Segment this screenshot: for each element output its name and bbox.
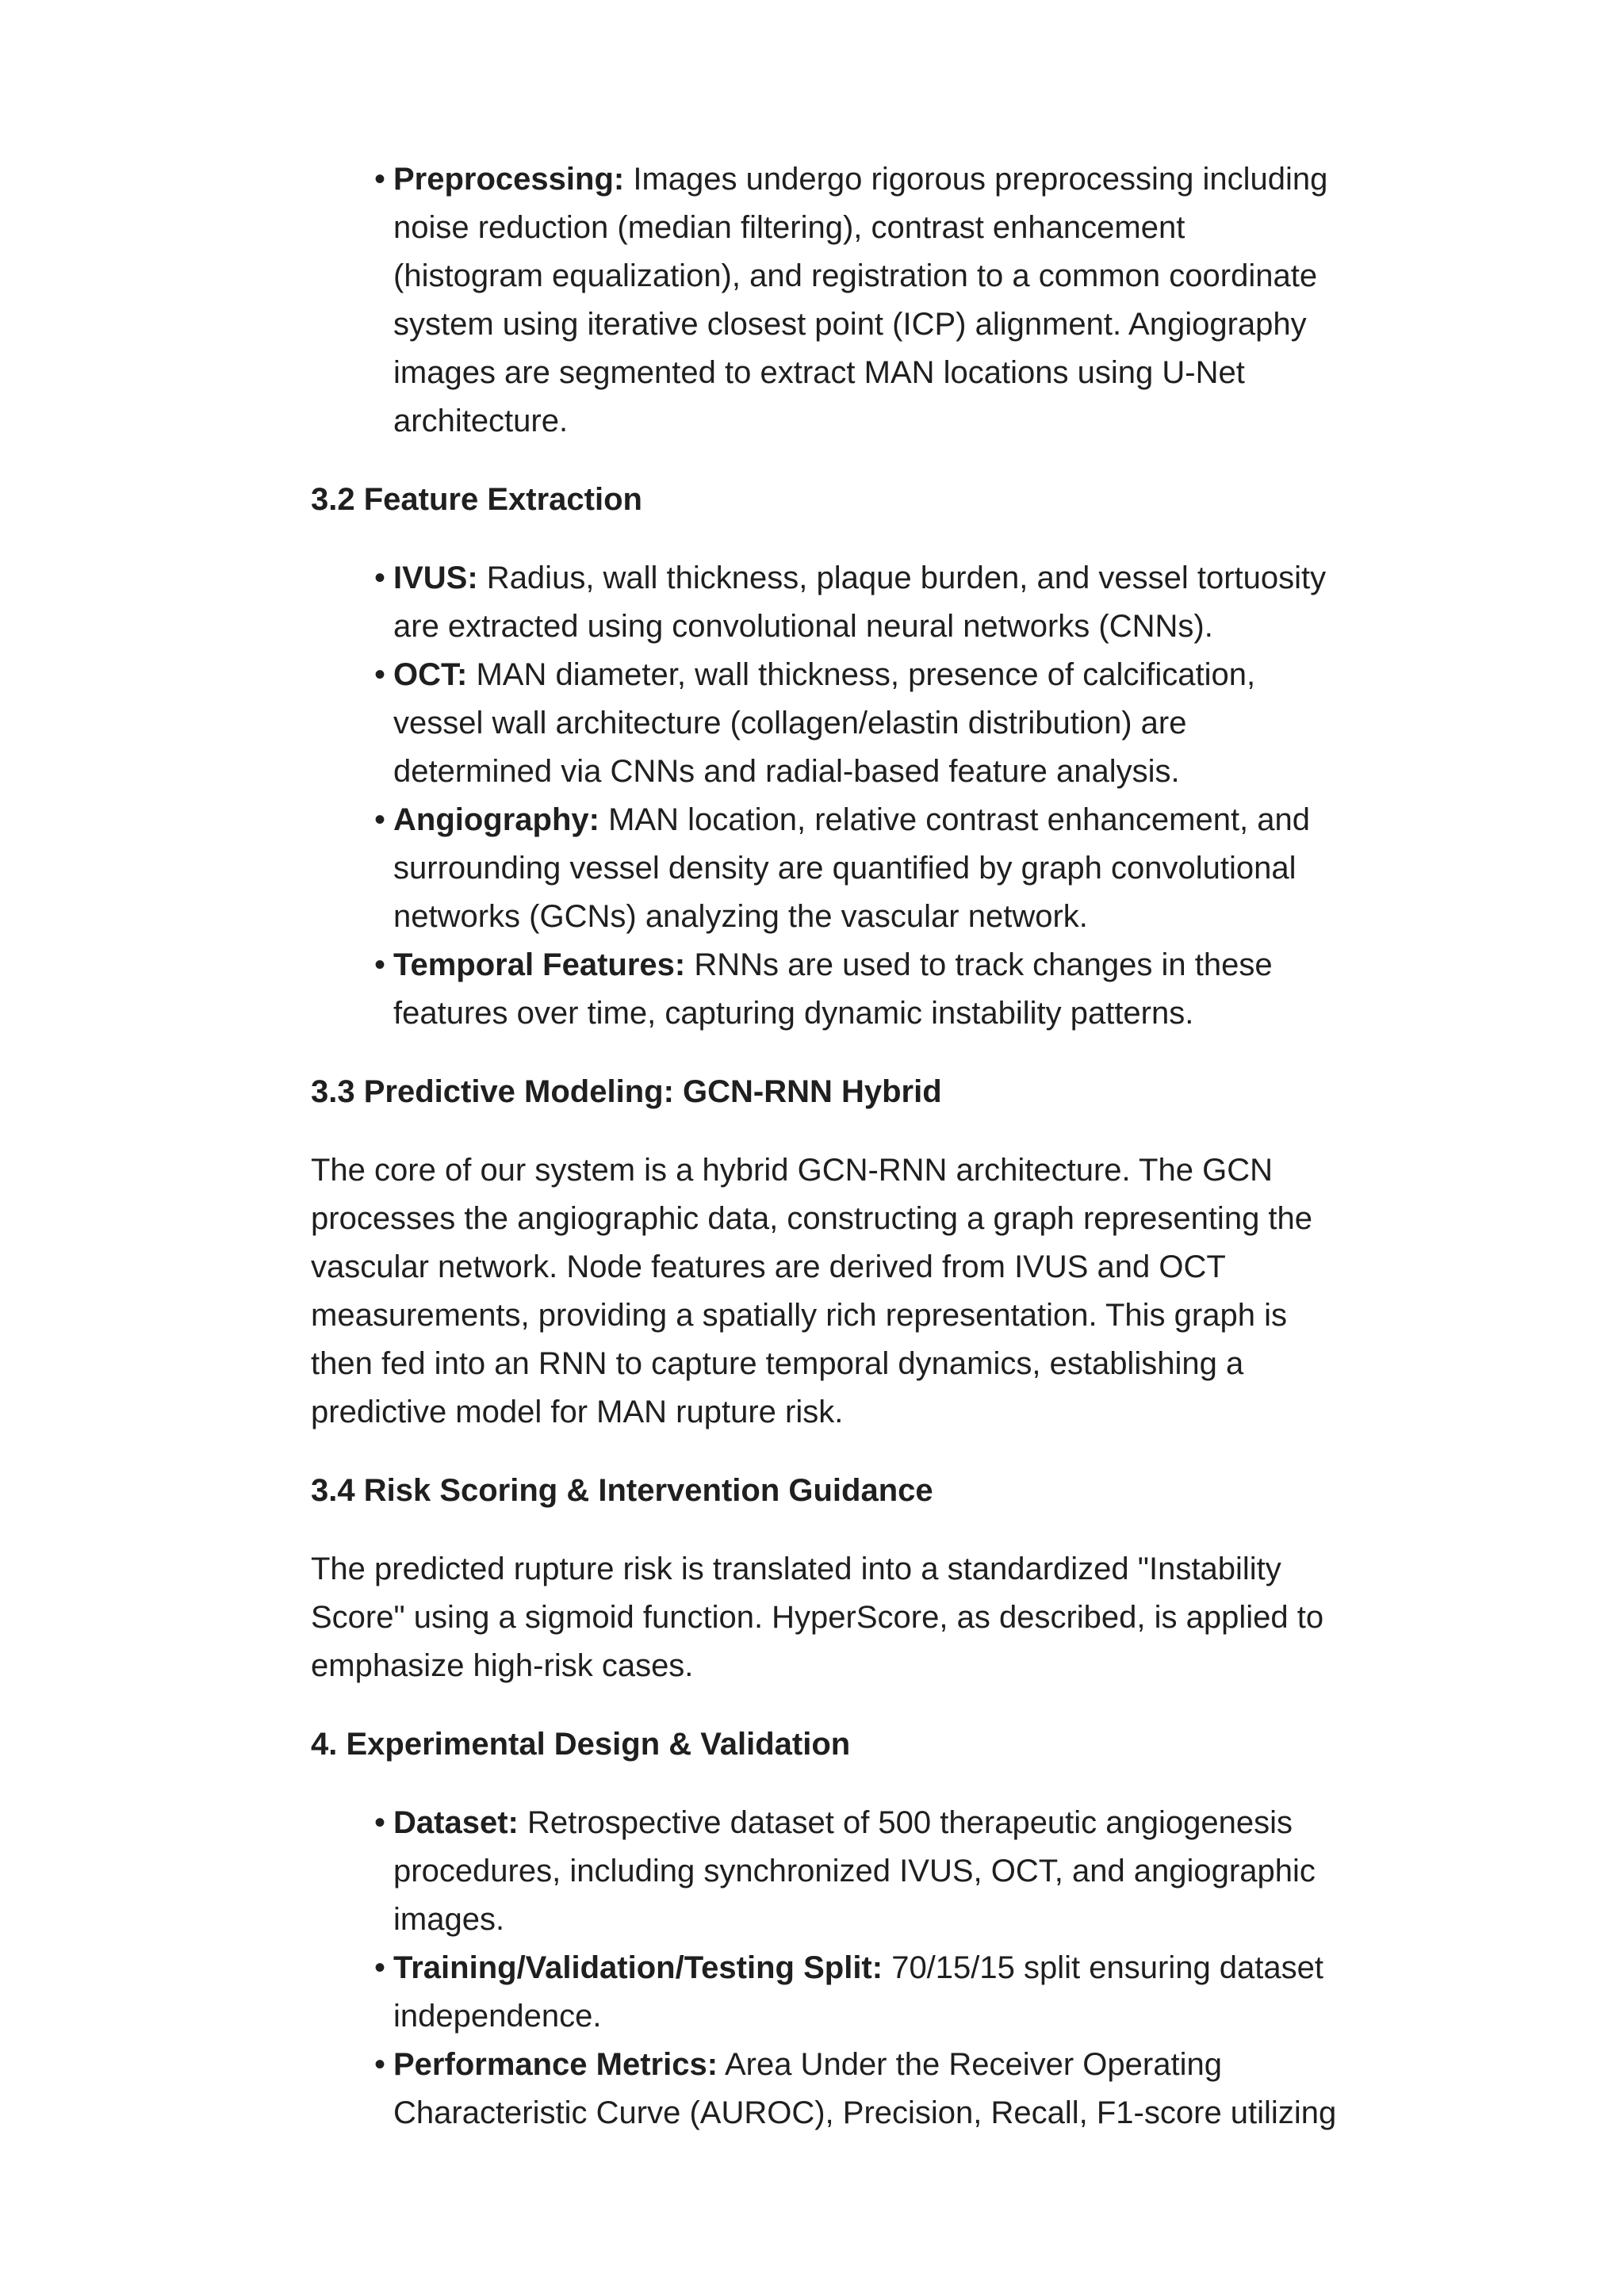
item-text: MAN location, relative contrast enhancement, and surrounding vessel density are quantified by graph convolutional networks (GCNs) analyzing the vascular network. [393,802,1311,934]
item-text: 70/15/15 split ensuring dataset independence. [393,1950,1324,2034]
bullet-icon: • [374,657,386,692]
item-text: Radius, wall thickness, plaque burden, and vessel tortuosity are extracted using convolutional neural networks (CNNs). [393,561,1327,644]
item-term: Preprocessing: [393,162,625,197]
section-heading-4: 4. Experimental Design & Validation [311,1727,851,1762]
paragraph-3-4: The predicted rupture risk is translated into a standardized "Instability Score" using a sigmoid function. HyperScore, as described, is applied to emphasize high-risk cases. [311,1552,1324,1683]
bullet-icon: • [374,2047,386,2082]
list-item [311,941,1342,1038]
item-text: MAN diameter, wall thickness, presence of calcification, vessel wall architecture (collagen/elastin distribution) are determined via CNNs and radial-based feature analysis. [393,657,1256,789]
item-term: IVUS: [393,561,478,595]
bullet-icon: • [374,947,386,982]
list-item [311,2041,1342,2137]
list-item [311,651,1342,796]
list-item [311,796,1342,941]
experimental-design-list [311,1799,1342,2137]
bullet-icon: • [374,162,386,197]
feature-extraction-list [311,554,1342,1038]
list-item [311,554,1342,651]
section-heading-3-2: 3.2 Feature Extraction [311,482,642,517]
bullet-icon: • [374,1950,386,1985]
bullet-icon: • [374,561,386,595]
item-term: Performance Metrics: [393,2047,718,2082]
bullet-icon: • [374,802,386,837]
bullet-icon: • [374,1805,386,1840]
list-item [311,155,1342,446]
document-page [311,155,1342,2137]
item-text: Retrospective dataset of 500 therapeutic angiogenesis procedures, including synchronized IVUS, OCT, and angiographic images. [393,1805,1316,1937]
item-text: Area Under the Receiver Operating Characteristic Curve (AUROC), Precision, Recall, F1-score utilizing [393,2047,1337,2130]
section-heading-3-3: 3.3 Predictive Modeling: GCN-RNN Hybrid [311,1074,942,1109]
item-term: Training/Validation/Testing Split: [393,1950,883,1985]
item-text: RNNs are used to track changes in these features over time, capturing dynamic instability patterns. [393,947,1273,1031]
paragraph-3-3: The core of our system is a hybrid GCN-RNN architecture. The GCN processes the angiographic data, constructing a graph representing the vascular network. Node features are derived from IVUS and OCT measurements, providing a spatially rich representation. This graph is then fed into an RNN to capture temporal dynamics, establishing a predictive model for MAN rupture risk. [311,1153,1313,1429]
item-term: Dataset: [393,1805,519,1840]
list-item [311,1799,1342,1944]
item-term: Temporal Features: [393,947,686,982]
item-text: Images undergo rigorous preprocessing including noise reduction (median filtering), contrast enhancement (histogram equalization), and registration to a common coordinate system using iterative closest point (ICP) alignment. Angiography images are segmented to extract MAN locations using U-Net architecture. [393,162,1328,438]
item-term: Angiography: [393,802,599,837]
section-heading-3-4: 3.4 Risk Scoring & Intervention Guidance [311,1473,933,1508]
preprocessing-list [311,155,1342,446]
item-term: OCT: [393,657,468,692]
list-item [311,1944,1342,2041]
